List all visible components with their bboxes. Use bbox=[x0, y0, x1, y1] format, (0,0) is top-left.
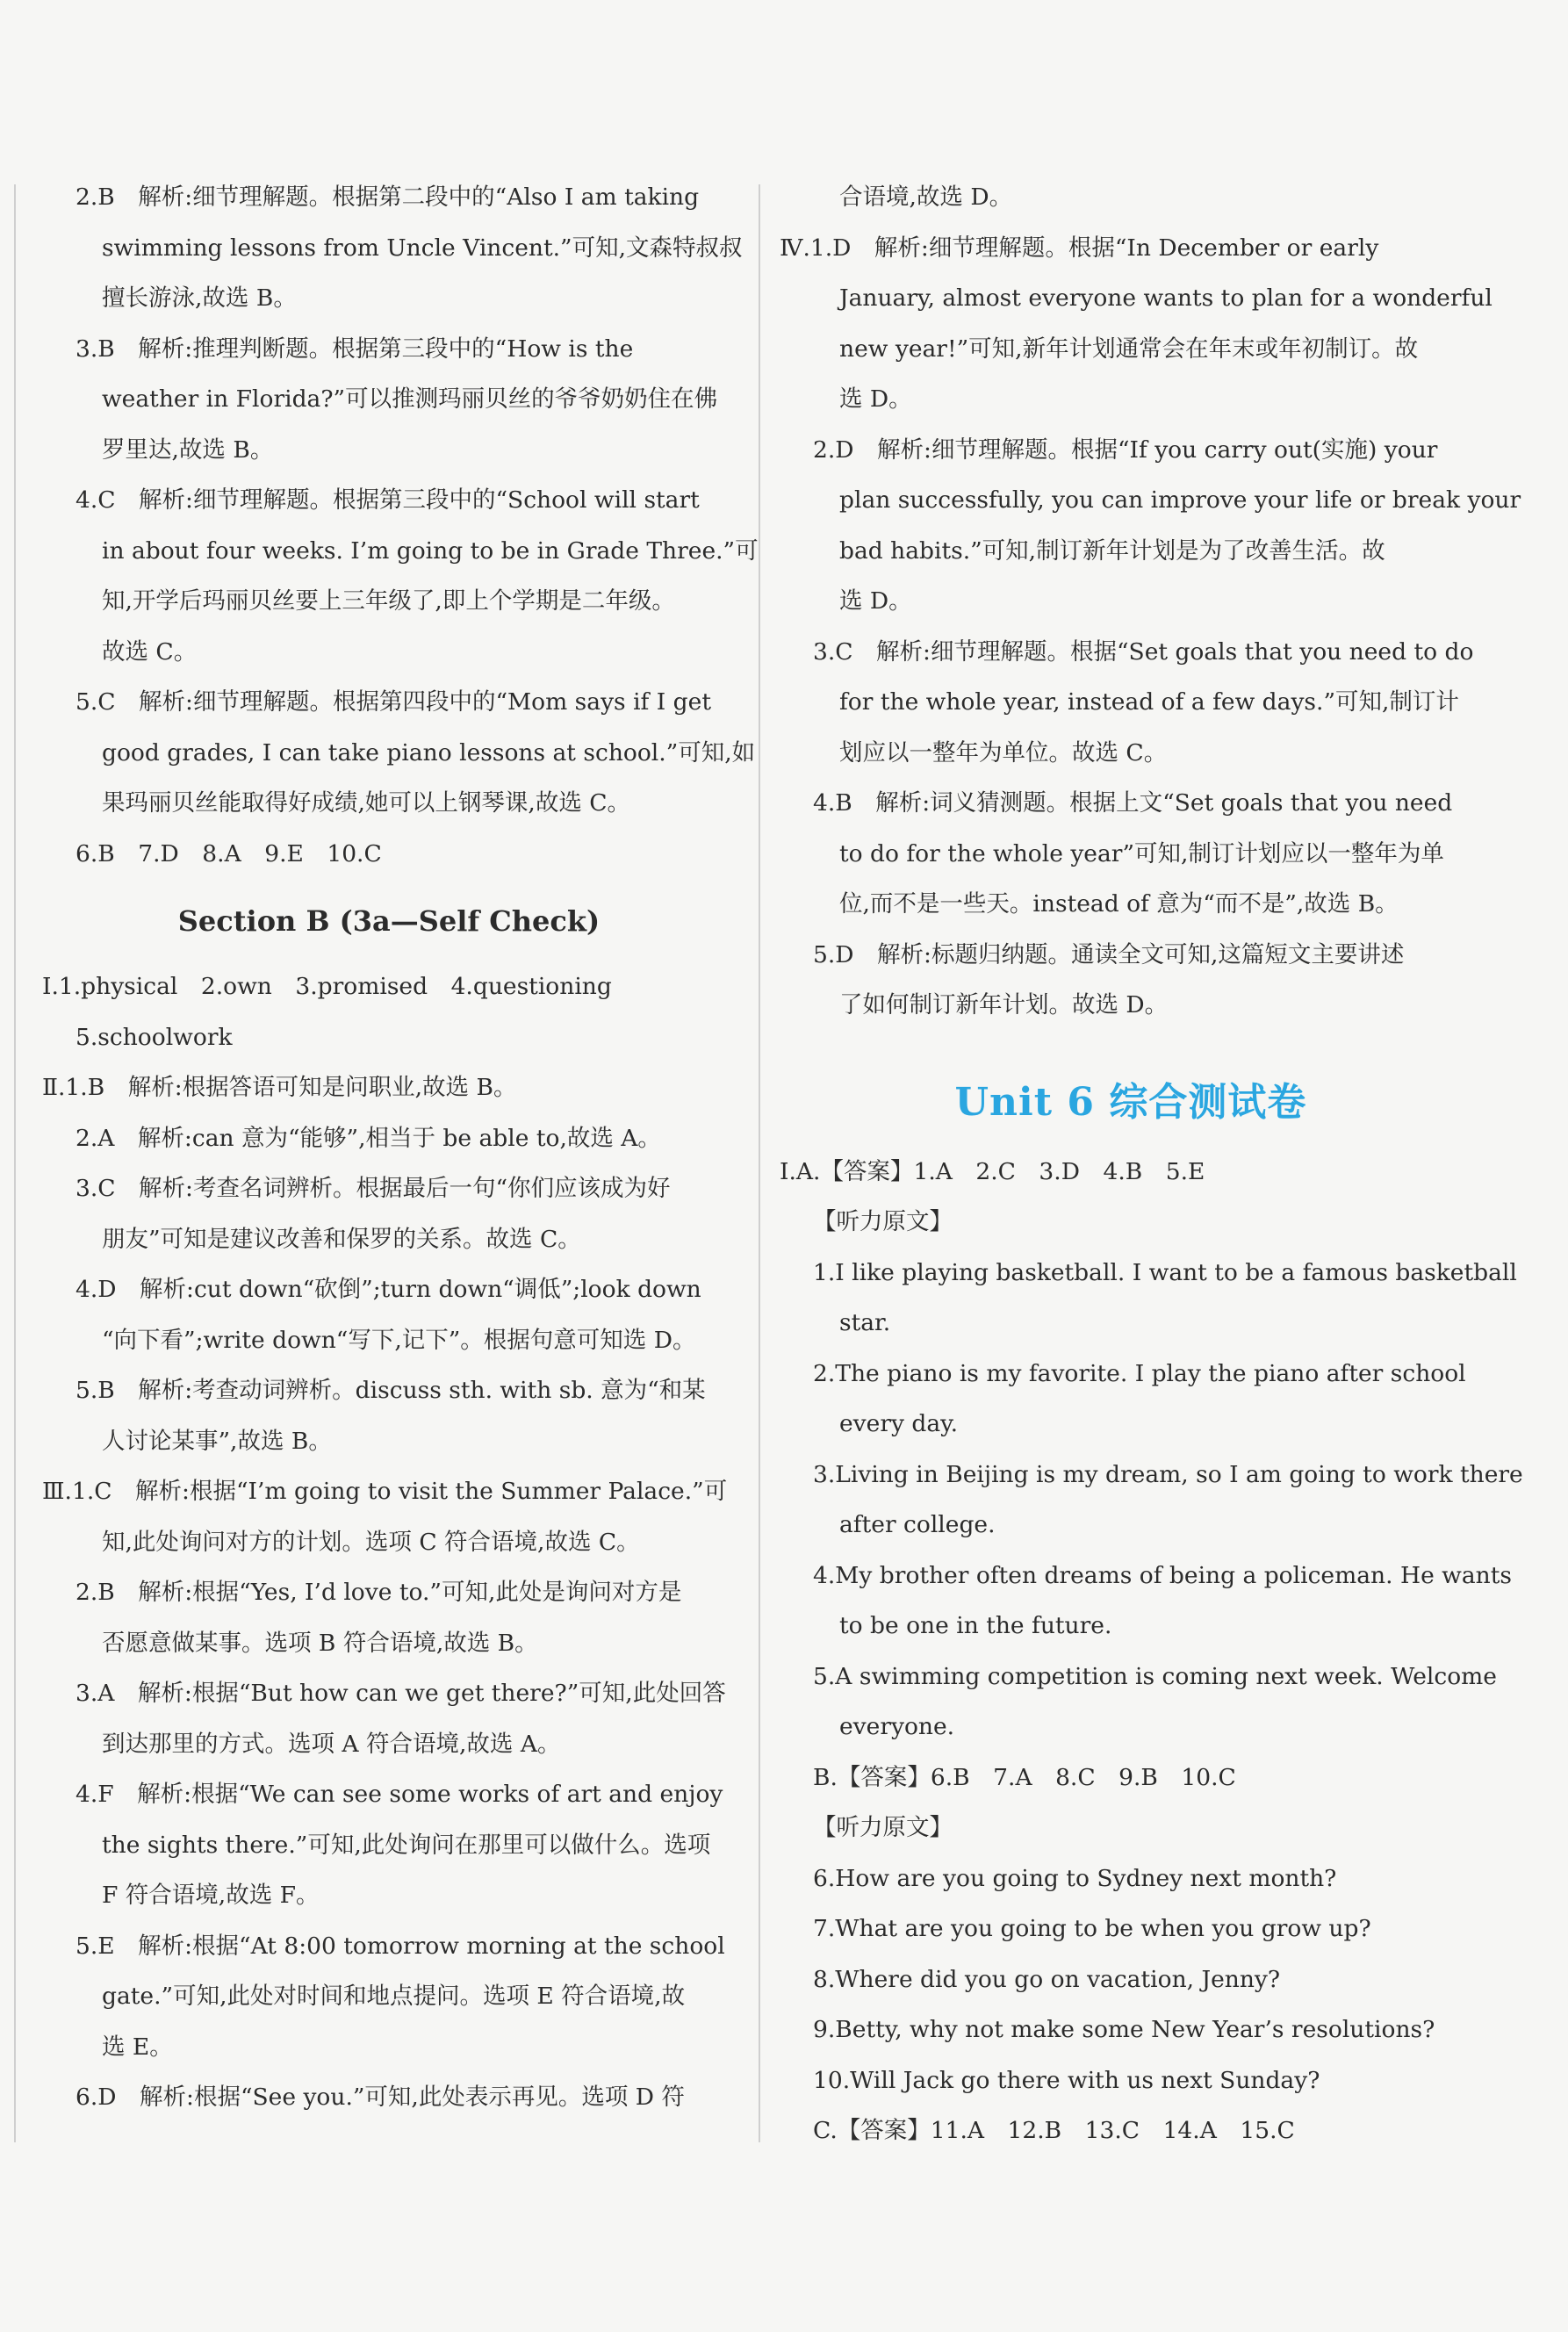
text-line: B.【答案】6.B 7.A 8.C 9.B 10.C bbox=[813, 1763, 1236, 1791]
right-answers-block bbox=[780, 172, 1521, 1031]
text-line: 到达那里的方式。选项 A 符合语境,故选 A。 bbox=[102, 1730, 561, 1758]
text-line: 2.A 解析:can 意为“能够”,相当于 be able to,故选 A。 bbox=[76, 1124, 661, 1152]
text-line: 9.Betty, why not make some New Year’s resolutions? bbox=[813, 2016, 1435, 2043]
text-line: Ⅲ.1.C 解析:根据“I’m going to visit the Summer Palace.”可 bbox=[42, 1478, 728, 1505]
text-line: 选 E。 bbox=[102, 2033, 173, 2061]
left-answers-block bbox=[42, 172, 759, 879]
text-line: 4.B 解析:词义猜测题。根据上文“Set goals that you need bbox=[813, 789, 1453, 817]
text-line: 6.How are you going to Sydney next month? bbox=[813, 1864, 1337, 1892]
text-line: 【听力原文】 bbox=[813, 1208, 953, 1235]
right-column bbox=[780, 172, 1523, 2156]
text-line: Ⅰ.A.【答案】1.A 2.C 3.D 4.B 5.E bbox=[780, 1157, 1205, 1185]
text-line: 合语境,故选 D。 bbox=[839, 184, 1013, 211]
text-line: 8.Where did you go on vacation, Jenny? bbox=[813, 1965, 1281, 1993]
text-line: 7.What are you going to be when you grow up? bbox=[813, 1915, 1371, 1942]
text-line: 4.F 解析:根据“We can see some works of art and enjoy bbox=[76, 1781, 723, 1808]
text-line: gate.”可知,此处对时间和地点提问。选项 E 符合语境,故 bbox=[102, 1983, 686, 2010]
text-line: plan successfully, you can improve your life or break your bbox=[839, 486, 1521, 514]
text-line: 2.D 解析:细节理解题。根据“If you carry out(实施) your bbox=[813, 435, 1438, 464]
text-line: bad habits.”可知,制订新年计划是为了改善生活。故 bbox=[839, 536, 1385, 565]
text-line: 6.B 7.D 8.A 9.E 10.C bbox=[76, 839, 382, 867]
text-line: 故选 C。 bbox=[102, 637, 198, 666]
text-line: 5.schoolwork bbox=[76, 1023, 233, 1051]
text-line: C.【答案】11.A 12.B 13.C 14.A 15.C bbox=[813, 2117, 1295, 2144]
text-line: “向下看”;write down“写下,记下”。根据句意可知选 D。 bbox=[102, 1326, 696, 1354]
left-column bbox=[42, 172, 759, 2123]
text-line: 罗里达,故选 B。 bbox=[102, 435, 274, 464]
text-line: 3.C 解析:考查名词辨析。根据最后一句“你们应该成为好 bbox=[76, 1175, 671, 1202]
unit-test-answers-block bbox=[780, 1147, 1523, 2156]
text-line: 知,此处询问对方的计划。选项 C 符合语境,故选 C。 bbox=[102, 1528, 640, 1556]
text-line: 4.D 解析:cut down“砍倒”;turn down“调低”;look down bbox=[76, 1276, 701, 1303]
text-line: 否愿意做某事。选项 B 符合语境,故选 B。 bbox=[102, 1629, 538, 1657]
text-line: 朋友”可知是建议改善和保罗的关系。故选 C。 bbox=[102, 1225, 581, 1253]
text-line: 4.C 解析:细节理解题。根据第三段中的“School will start bbox=[76, 486, 700, 514]
text-line: 3.B 解析:推理判断题。根据第三段中的“How is the bbox=[76, 335, 634, 363]
text-line: every day. bbox=[839, 1410, 959, 1437]
text-line: 6.D 解析:根据“See you.”可知,此处表示再见。选项 D 符 bbox=[76, 2084, 685, 2111]
text-line: 1.I like playing basketball. I want to be a famous basketball bbox=[813, 1258, 1517, 1286]
section-b-title: Section B (3a—Self Check) bbox=[177, 904, 601, 938]
text-line: 位,而不是一些天。instead of 意为“而不是”,故选 B。 bbox=[839, 890, 1399, 918]
text-line: 3.Living in Beijing is my dream, so I am going to work there bbox=[813, 1460, 1523, 1488]
text-line: January, almost everyone wants to plan for a wonderful bbox=[839, 284, 1492, 312]
column-divider bbox=[759, 184, 760, 2142]
text-line: 5.C 解析:细节理解题。根据第四段中的“Mom says if I get bbox=[76, 688, 711, 716]
text-line: 10.Will Jack go there with us next Sunday? bbox=[813, 2066, 1320, 2094]
text-line: 划应以一整年为单位。故选 C。 bbox=[839, 738, 1168, 767]
text-line: everyone. bbox=[839, 1713, 955, 1740]
text-line: Ⅰ.1.physical 2.own 3.promised 4.questioning bbox=[42, 973, 612, 1000]
text-line: 3.A 解析:根据“But how can we get there?”可知,此处回答 bbox=[76, 1680, 726, 1707]
text-line: 3.C 解析:细节理解题。根据“Set goals that you need to do bbox=[813, 637, 1474, 666]
text-line: the sights there.”可知,此处询问在那里可以做什么。选项 bbox=[102, 1831, 711, 1859]
text-line: 2.B 解析:细节理解题。根据第二段中的“Also I am taking bbox=[76, 184, 700, 211]
text-line: weather in Florida?”可以推测玛丽贝丝的爷爷奶奶住在佛 bbox=[102, 385, 718, 413]
text-line: Ⅱ.1.B 解析:根据答语可知是问职业,故选 B。 bbox=[42, 1074, 517, 1101]
text-line: 【听力原文】 bbox=[813, 1814, 953, 1841]
text-line: for the whole year, instead of a few days.”可知,制订计 bbox=[839, 688, 1459, 716]
unit-test-title: Unit 6 综合测试卷 bbox=[954, 1079, 1307, 1125]
text-line: 选 D。 bbox=[839, 587, 912, 615]
text-line: 知,开学后玛丽贝丝要上三年级了,即上个学期是二年级。 bbox=[102, 587, 675, 615]
text-line: 5.A swimming competition is coming next week. Welcome bbox=[813, 1662, 1497, 1690]
text-line: 2.B 解析:根据“Yes, I’d love to.”可知,此处是询问对方是 bbox=[76, 1579, 682, 1606]
text-line: 擅长游泳,故选 B。 bbox=[102, 284, 297, 312]
text-line: Ⅳ.1.D 解析:细节理解题。根据“In December or early bbox=[780, 234, 1379, 262]
left-margin-rule bbox=[14, 184, 16, 2142]
text-line: in about four weeks. I’m going to be in Grade Three.”可 bbox=[102, 536, 759, 565]
text-line: 果玛丽贝丝能取得好成绩,她可以上钢琴课,故选 C。 bbox=[102, 789, 631, 817]
text-line: swimming lessons from Uncle Vincent.”可知,文森特叔叔 bbox=[102, 234, 743, 262]
text-line: 2.The piano is my favorite. I play the piano after school bbox=[813, 1359, 1466, 1387]
text-line: to do for the whole year”可知,制订计划应以一整年为单 bbox=[839, 839, 1444, 867]
text-line: star. bbox=[839, 1309, 891, 1336]
text-line: 人讨论某事”,故选 B。 bbox=[102, 1427, 332, 1455]
section-b-answers-block bbox=[42, 961, 736, 2123]
text-line: good grades, I can take piano lessons at school.”可知,如 bbox=[102, 738, 756, 767]
text-line: to be one in the future. bbox=[839, 1612, 1112, 1639]
text-line: 5.D 解析:标题归纳题。通读全文可知,这篇短文主要讲述 bbox=[813, 940, 1405, 968]
text-line: after college. bbox=[839, 1511, 996, 1538]
text-line: F 符合语境,故选 F。 bbox=[102, 1882, 320, 1909]
text-line: 4.My brother often dreams of being a policeman. He wants bbox=[813, 1561, 1512, 1589]
text-line: 选 D。 bbox=[839, 385, 912, 413]
text-line: 了如何制订新年计划。故选 D。 bbox=[839, 991, 1169, 1018]
text-line: new year!”可知,新年计划通常会在年末或年初制订。故 bbox=[839, 335, 1419, 363]
text-line: 5.B 解析:考查动词辨析。discuss sth. with sb. 意为“和某 bbox=[76, 1377, 706, 1404]
text-line: 5.E 解析:根据“At 8:00 tomorrow morning at the school bbox=[76, 1932, 725, 1960]
